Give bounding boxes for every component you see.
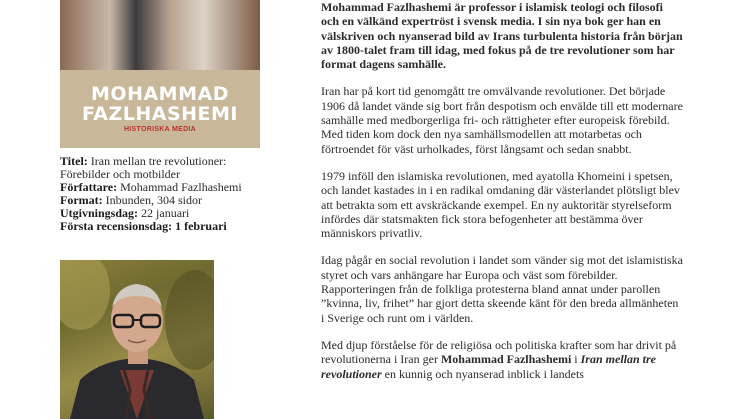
meta-release-date: Utgivningsdag: 22 januari	[60, 206, 190, 220]
paragraph-4-author: Mohammad Fazlhashemi	[440, 352, 572, 367]
meta-title: Titel: Iran mellan tre revolutioner: Förebilder och motbilder	[60, 154, 227, 181]
book-metadata	[60, 155, 260, 233]
paragraph-3: Idag pågår en social revolution i landet som vänder sig mot det islamistiska styret och vars anhängare har Europa och väst som förebilder. Rapporteringen från de folkliga protesterna bland annat under parollen ”kvinna, liv, frihet” har gjort detta skeende känt för den breda allmänheten i Sverige och runt om i världen.	[321, 253, 683, 325]
cover-author-last: FAZLHASHEMI	[81, 103, 239, 125]
paragraph-1: Iran har på kort tid genomgått tre omvälvande revolutioner. Det började 1906 då landet vände sig bort från despotism och envälde till ett modernare samhälle med medborgerliga fri- och rättigheter efter europeisk förebild. Med tiden kom dock den nya samhällsmodellen att motarbetas och förtroendet för väst urholkades, först långsamt och sedan snabbt.	[321, 84, 683, 156]
lead-paragraph: Mohammad Fazlhashemi är professor i islamisk teologi och filosofi och en välkänd expertröst i svensk media. I sin nya bok ger han en välskriven och nyanserad bild av Irans turbulenta historia från början av 1800-talet fram till idag, med fokus på de tre revolutioner som har format dagens samhälle.	[321, 0, 683, 72]
cover-author-name	[60, 84, 260, 124]
author-portrait-illustration	[60, 260, 214, 419]
meta-format: Format: Inbunden, 304 sidor	[60, 193, 202, 207]
paragraph-4-book-title: Iran mellan tre revolutioner	[321, 352, 656, 381]
meta-review-date: Första recensionsdag: 1 februari	[60, 219, 227, 233]
cover-author-first: MOHAMMAD	[91, 83, 229, 105]
cover-publisher: HISTORISKA MEDIA	[123, 126, 197, 133]
paragraph-2: 1979 inföll den islamiska revolutionen, med ayatolla Khomeini i spetsen, och landet kastades in i en radikal omdaning där västerlandet plötsligt blev att betrakta som ett avskräckande exempel. En ny auktoritär styrelseform infördes där statsmakten fick stora befogenheter att bestämma över människors privatliv.	[321, 168, 680, 241]
cover-photo-collage	[60, 0, 260, 70]
book-cover	[60, 0, 260, 148]
press-release-text	[321, 0, 683, 394]
meta-author: Författare: Mohammad Fazlhashemi	[60, 180, 242, 194]
paragraph-4: Med djup förståelse för de religiösa och politiska krafter som har drivit på revolutionerna i Iran ger Mohammad Fazlhashemi i Iran mellan tre revolutioner en kunnig och nyanserad inblick i landets	[321, 337, 677, 381]
author-portrait	[60, 260, 214, 419]
